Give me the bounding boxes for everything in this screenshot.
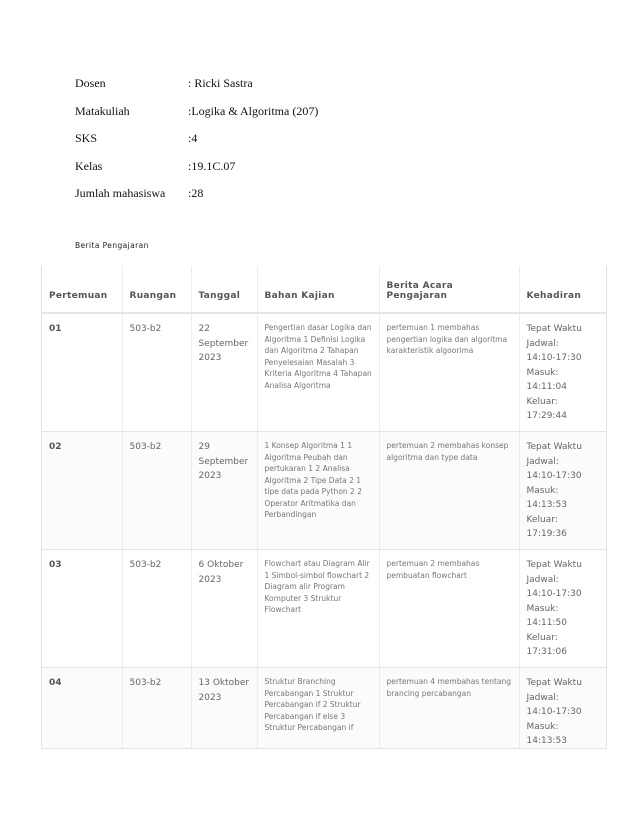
header-berita-acara: Berita Acara Pengajaran [379,266,519,313]
cell-pertemuan: 01 [42,313,122,432]
cell-kehadiran [519,550,606,668]
cell-ruangan: 503-b2 [122,550,191,668]
info-label: Kelas [75,158,103,173]
table-row [42,313,606,432]
cell-bahan-kajian: Struktur Branching Percabangan 1 Struktur Percabangan if 2 Struktur Percabangan if else 3 Struktur Percabangan if [257,668,379,750]
kehadiran-line: Jadwal: [526,456,559,467]
kehadiran-line: Tepat Waktu [526,560,582,570]
cell-berita-acara: pertemuan 1 membahas pengertian logika dan algoritma karakteristik algoorima [379,313,519,432]
cell-tanggal: 6 Oktober 2023 [191,550,257,668]
header-pertemuan: Pertemuan [42,266,122,313]
cell-tanggal: 22 September 2023 [191,313,257,432]
cell-bahan-kajian: Pengertian dasar Logika dan Algoritma 1 Definisi Logika dan Algoritma 2 Tahapan Penyelesaian Masalah 3 Kriteria Algoritma 4 Tahapan Analisa Algoritma [257,313,379,432]
info-row-matakuliah [75,104,318,132]
cell-bahan-kajian: 1 Konsep Algoritma 1 1 Algoritma Peubah dan pertukaran 1 2 Analisa Algoritma 2 Tipe Data 2 1 tipe data pada Python 2 2 Operator Aritmatika dan Perbandingan [257,432,379,550]
cell-kehadiran [519,432,606,550]
kehadiran-line: 17:29:44 [526,411,567,421]
kehadiran-line: Jadwal: [526,338,559,349]
header-bahan-kajian: Bahan Kajian [257,266,379,313]
info-value: :19.1C.07 [188,158,236,173]
cell-bahan-kajian: Flowchart atau Diagram Alir 1 Simbol-simbol flowchart 2 Diagram alir Program Komputer 3 Struktur Flowchart [257,550,379,668]
info-value: :28 [188,186,204,200]
kehadiran-line: Tepat Waktu [526,678,582,688]
kehadiran-line: 14:13:53 [526,736,567,746]
kehadiran-line: Keluar: [526,632,558,643]
kehadiran-line: 17:31:06 [526,647,567,657]
kehadiran-line: 14:13:53 [526,500,567,510]
cell-berita-acara: pertemuan 4 membahas tentang brancing percabangan [379,668,519,750]
header-tanggal: Tanggal [191,266,257,313]
info-value: :4 [188,131,198,145]
table-row [42,432,606,550]
info-row-dosen [75,76,318,104]
teaching-table-container [41,266,607,749]
kehadiran-line: Masuk: [526,485,559,496]
kehadiran-line: 14:10-17:30 [526,589,582,599]
teaching-table [42,266,606,749]
cell-ruangan: 503-b2 [122,313,191,432]
section-title: Berita Pengajaran [75,241,149,250]
info-label: Jumlah mahasiswa [75,186,166,200]
kehadiran-line: Masuk: [526,721,559,732]
cell-ruangan: 503-b2 [122,432,191,550]
table-row [42,550,606,668]
kehadiran-line: Tepat Waktu [526,324,582,334]
info-value: :Logika & Algoritma (207) [188,103,319,118]
cell-tanggal: 29 September 2023 [191,432,257,550]
kehadiran-line: Tepat Waktu [526,442,582,452]
cell-ruangan: 503-b2 [122,668,191,750]
kehadiran-line: Masuk: [526,367,559,378]
cell-pertemuan: 02 [42,432,122,550]
kehadiran-line: Masuk: [526,603,559,614]
info-row-jumlah-mahasiswa [75,186,318,214]
kehadiran-line: 14:11:50 [526,618,567,628]
info-row-sks [75,131,318,159]
table-header-row [42,266,606,313]
cell-kehadiran [519,668,606,750]
kehadiran-line: Keluar: [526,396,558,407]
info-label: SKS [75,131,98,145]
kehadiran-line: 14:10-17:30 [526,707,582,717]
header-ruangan: Ruangan [122,266,191,313]
kehadiran-line: Keluar: [526,514,558,525]
cell-pertemuan: 03 [42,550,122,668]
cell-berita-acara: pertemuan 2 membahas konsep algoritma dan type data [379,432,519,550]
info-row-kelas [75,159,318,187]
kehadiran-line: Jadwal: [526,692,559,703]
kehadiran-line: Jadwal: [526,574,559,585]
kehadiran-line: 17:19:36 [526,529,567,539]
cell-kehadiran [519,313,606,432]
cell-berita-acara: pertemuan 2 membahas pembuatan flowchart [379,550,519,668]
cell-pertemuan: 04 [42,668,122,750]
kehadiran-line: 14:10-17:30 [526,353,582,363]
kehadiran-line: 14:10-17:30 [526,471,582,481]
table-row [42,668,606,750]
info-label: Matakuliah [75,103,130,118]
info-value: : Ricki Sastra [188,76,253,90]
info-label: Dosen [75,76,106,90]
kehadiran-line: 14:11:04 [526,382,567,392]
header-kehadiran: Kehadiran [519,266,606,313]
course-info [75,76,318,214]
cell-tanggal: 13 Oktober 2023 [191,668,257,750]
